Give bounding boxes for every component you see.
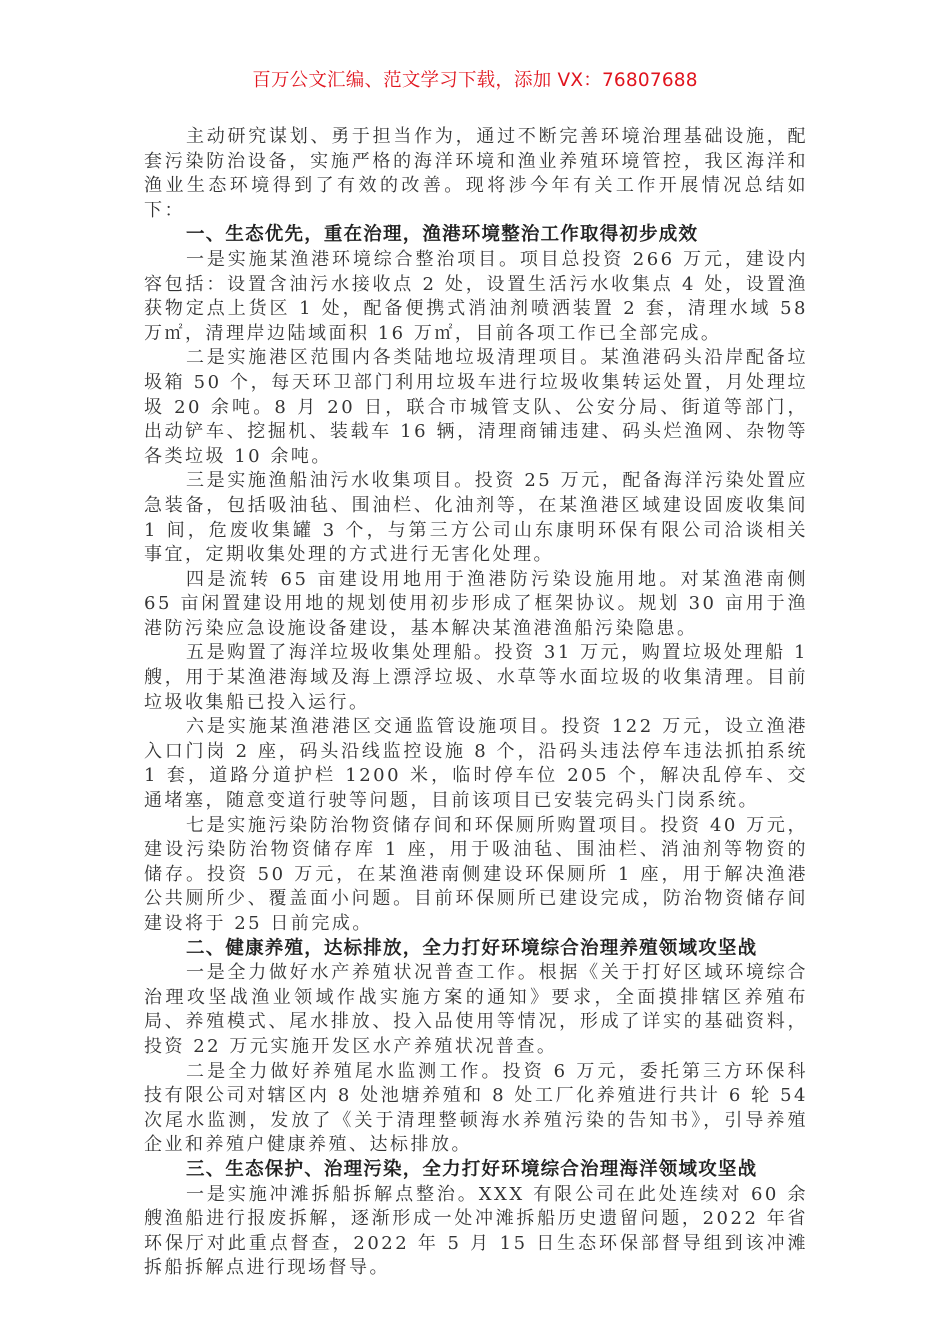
paragraph-1-4: 四是流转 65 亩建设用地用于渔港防污染设施用地。对某渔港南侧 65 亩闲置建设用地的规划使用初步形成了框架协议。规划 30 亩用于渔港防污染应急设施设备建设，基本解决某渔港渔船污染隐患。 bbox=[144, 568, 808, 639]
intro-paragraph: 主动研究谋划、勇于担当作为，通过不断完善环境治理基础设施，配套污染防治设备，实施严格的海洋环境和渔业养殖环境管控，我区海洋和渔业生态环境得到了有效的改善。现将涉今年有关工作开展情况总结如下： bbox=[144, 126, 808, 221]
section-heading-3: 三、生态保护、治理污染，全力打好环境综合治理海洋领域攻坚战 bbox=[186, 1158, 758, 1180]
document-body bbox=[144, 125, 808, 1281]
paragraph-1-1: 一是实施某渔港环境综合整治项目。项目总投资 266 万元，建设内容包括：设置含油污水接收点 2 处，设置生活污水收集点 4 处，设置渔获物定点上货区 1 处，配备便携式消油剂喷洒装置 2 套，清理水域 58 万㎡，清理岸边陆域面积 16 万㎡，目前各项工作已全部完成。 bbox=[144, 248, 809, 344]
paragraph-1-7: 七是实施污染防治物资储存间和环保厕所购置项目。投资 40 万元，建设污染防治物资储存库 1 座，用于吸油毡、围油栏、消油剂等物资的储存。投资 50 万元，在某渔港南侧建设环保厕所 1 座，用于解决渔港公共厕所少、覆盖面小问题。目前环保厕所已建设完成，防治物资储存间建设将于 25 日前完成。 bbox=[144, 814, 808, 934]
paragraph-3-1: 一是实施冲滩拆船拆解点整治。XXX 有限公司在此处连续对 60 余艘渔船进行报废拆解，逐渐形成一处冲滩拆船历史遗留问题，2022 年省环保厅对此重点督查，2022 年 5 月 15 日生态环保部督导组到该冲滩拆船拆解点进行现场督导。 bbox=[144, 1183, 808, 1279]
watermark-banner: 百万公文汇编、范文学习下载，添加 VX：76807688 bbox=[252, 70, 698, 91]
paragraph-1-6: 六是实施某渔港港区交通监管设施项目。投资 122 万元，设立渔港入口门岗 2 座，码头沿线监控设施 8 个，沿码头违法停车违法抓拍系统 1 套，道路分道护栏 1200 米，临时停车位 205 个，解决乱停车、交通堵塞，随意变道行驶等问题，目前该项目已安装完码头门岗系统。 bbox=[144, 716, 808, 812]
section-heading-2: 二、健康养殖，达标排放，全力打好环境综合治理养殖领域攻坚战 bbox=[186, 937, 758, 959]
paragraph-1-2: 二是实施港区范围内各类陆地垃圾清理项目。某渔港码头沿岸配备垃圾箱 50 个，每天环卫部门利用垃圾车进行垃圾收集转运处置，月处理垃圾 20 余吨。8 月 20 日，联合市城管支队、公安分局、街道等部门，出动铲车、挖掘机、装载车 16 辆，清理商铺违建、码头烂渔网、杂物等各类垃圾 10 余吨。 bbox=[144, 347, 808, 467]
paragraph-2-2: 二是全力做好养殖尾水监测工作。投资 6 万元，委托第三方环保科技有限公司对辖区内 8 处池塘养殖和 8 处工厂化养殖进行共计 6 轮 54 次尾水监测，发放了《关于清理整顿海水养殖污染的告知书》，引导养殖企业和养殖户健康养殖、达标排放。 bbox=[144, 1060, 808, 1156]
paragraph-2-1: 一是全力做好水产养殖状况普查工作。根据《关于打好区域环境综合治理攻坚战渔业领域作战实施方案的通知》要求，全面摸排辖区养殖布局、养殖模式、尾水排放、投入品使用等情况，形成了详实的基础资料，投资 22 万元实施开发区水产养殖状况普查。 bbox=[144, 962, 808, 1057]
section-heading-1: 一、生态优先，重在治理，渔港环境整治工作取得初步成效 bbox=[186, 224, 699, 246]
paragraph-1-3: 三是实施渔船油污水收集项目。投资 25 万元，配备海洋污染处置应急装备，包括吸油毡、围油栏、化油剂等，在某渔港区域建设固废收集间 1 间，危废收集罐 3 个，与第三方公司山东康明环保有限公司洽谈相关事宜，定期收集处理的方式进行无害化处理。 bbox=[144, 470, 808, 566]
paragraph-1-5: 五是购置了海洋垃圾收集处理船。投资 31 万元，购置垃圾处理船 1 艘，用于某渔港海域及海上漂浮垃圾、水草等水面垃圾的收集清理。目前垃圾收集船已投入运行。 bbox=[144, 642, 808, 713]
